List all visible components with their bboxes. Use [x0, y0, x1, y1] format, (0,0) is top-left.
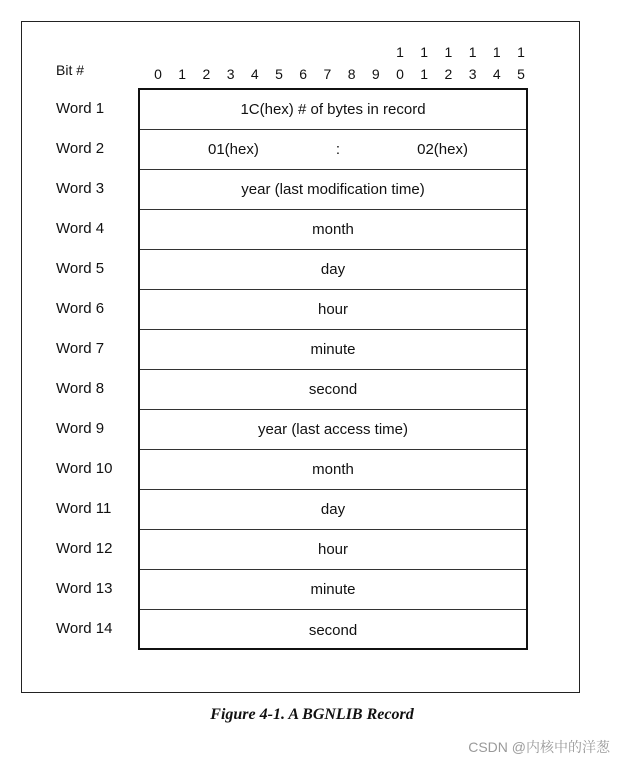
bit-tens-digit: 1: [420, 44, 429, 60]
word-label: Word 12: [56, 540, 113, 557]
record-row: [140, 610, 526, 650]
record-field: second: [308, 381, 358, 398]
record-row: [140, 570, 526, 610]
word-label: Word 4: [56, 220, 105, 237]
word-label: Word 8: [56, 380, 105, 397]
bit-ones-digit: 5: [275, 66, 283, 82]
word-label: Word 3: [56, 180, 105, 197]
bit-ones-digit: 1: [420, 66, 429, 82]
record-field: minute: [310, 341, 356, 358]
word-label: Word 5: [56, 260, 105, 277]
record-field-left: 01(hex): [208, 141, 259, 158]
record-field: year (last access time): [257, 421, 409, 438]
record-field: hour: [317, 541, 349, 558]
bit-ones-digit: 2: [202, 66, 211, 82]
watermark: CSDN @内核中的洋葱: [468, 739, 610, 755]
record-row: [140, 170, 526, 210]
word-label: Word 1: [56, 100, 105, 117]
record-row: [140, 450, 526, 490]
bgnlib-record-table: [138, 88, 528, 650]
record-row: [140, 530, 526, 570]
bit-ones-digit: 0: [154, 66, 162, 82]
bit-ones-digit: 4: [250, 66, 259, 82]
bit-tens-digit: 1: [517, 44, 525, 60]
word-label: Word 6: [56, 300, 105, 317]
record-field: month: [312, 461, 354, 478]
figure-caption: Figure 4-1. A BGNLIB Record: [210, 706, 414, 723]
word-label: Word 11: [56, 500, 112, 517]
bit-ones-digit: 2: [444, 66, 453, 82]
bit-ones-digit: 7: [323, 66, 332, 82]
bit-ones-digit: 4: [492, 66, 501, 82]
record-field: 1C(hex) # of bytes in record: [240, 101, 426, 118]
record-row: [140, 250, 526, 290]
record-row: [140, 490, 526, 530]
record-field: hour: [317, 301, 349, 318]
record-row: [140, 210, 526, 250]
bit-ones-digit: 3: [226, 66, 235, 82]
record-row: [140, 370, 526, 410]
bit-ones-digit: 6: [299, 66, 308, 82]
word-label: Word 2: [56, 140, 105, 157]
bit-header-label: Bit #: [56, 62, 85, 78]
bit-ones-digit: 1: [178, 66, 187, 82]
bit-ones-digit: 9: [371, 66, 380, 82]
bit-tens-digit: 1: [396, 44, 404, 60]
bit-ones-digit: 5: [517, 66, 525, 82]
record-row: [140, 410, 526, 450]
record-field: month: [312, 221, 354, 238]
word-label: Word 13: [56, 580, 113, 597]
bit-ones-digit: 8: [347, 66, 356, 82]
record-field-sep: :: [335, 141, 341, 158]
record-field: year (last modification time): [241, 181, 425, 198]
bit-ones-digit: 0: [396, 66, 404, 82]
word-label: Word 10: [56, 460, 113, 477]
bit-tens-digit: 1: [444, 44, 453, 60]
bit-ones-digit: 3: [468, 66, 477, 82]
record-field-right: 02(hex): [417, 141, 468, 158]
record-row: [140, 330, 526, 370]
record-row: [140, 90, 526, 130]
word-label: Word 9: [56, 420, 105, 437]
word-label: Word 14: [56, 620, 113, 637]
record-row: [140, 290, 526, 330]
bit-tens-digit: 1: [492, 44, 501, 60]
record-field: second: [308, 621, 358, 639]
record-row: [140, 130, 526, 170]
word-label: Word 7: [56, 340, 105, 357]
record-field: minute: [310, 581, 356, 598]
bit-tens-digit: 1: [468, 44, 477, 60]
record-field: day: [320, 261, 346, 278]
record-field: day: [320, 501, 346, 518]
